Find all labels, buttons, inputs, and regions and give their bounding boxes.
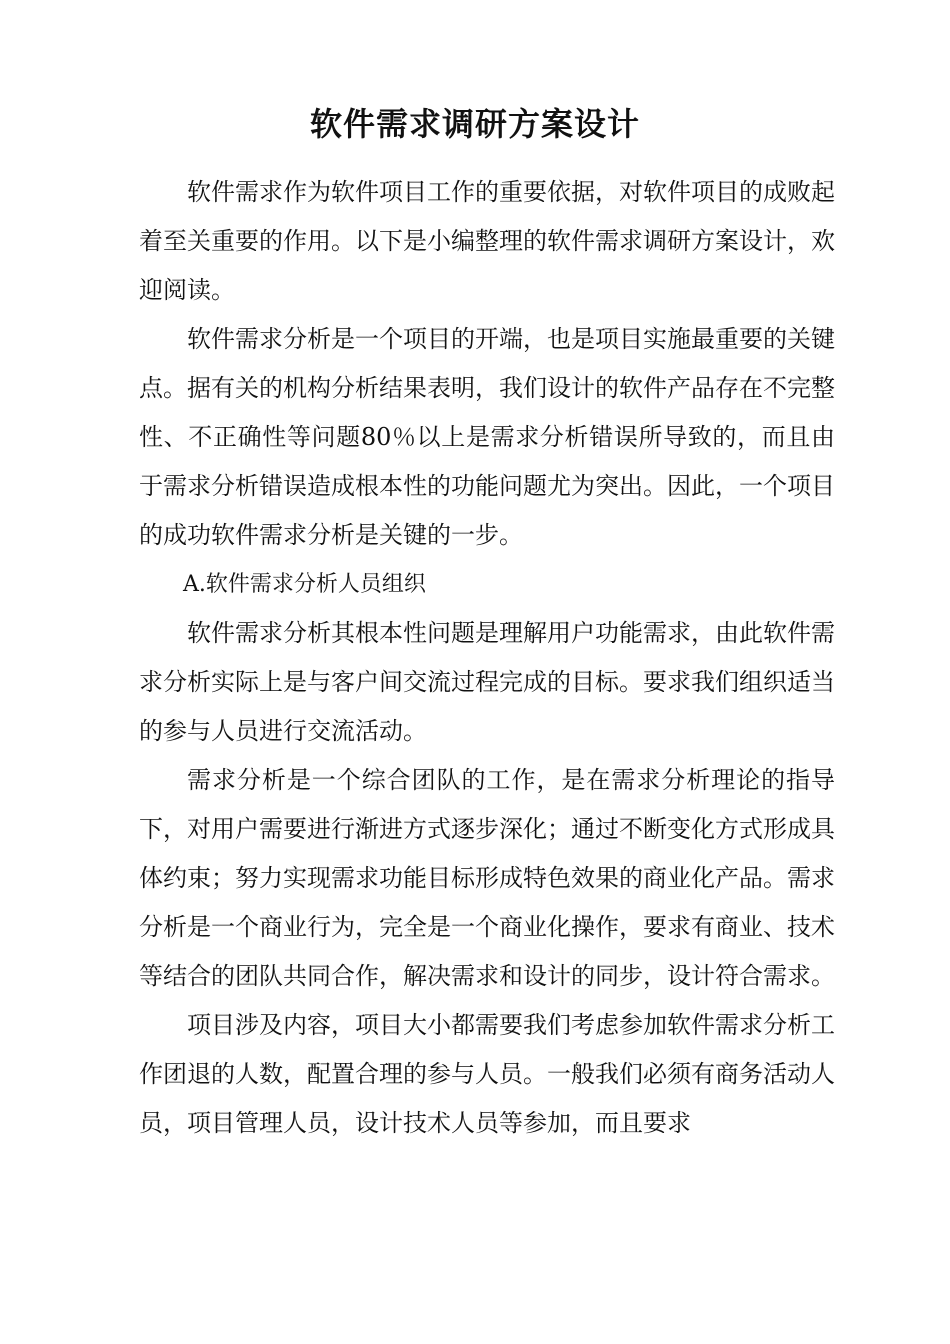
paragraph-teamwork: 需求分析是一个综合团队的工作，是在需求分析理论的指导下，对用户需要进行渐进方式逐步深化；通过不断变化方式形成具体约束；努力实现需求功能目标形成特色效果的商业化产品。需求分析是一个商业行为，完全是一个商业化操作，要求有商业、技术等结合的团队共同合作，解决需求和设计的同步，设计符合需求。 bbox=[139, 766, 835, 990]
document-title: 软件需求调研方案设计 bbox=[309, 105, 640, 143]
document-body bbox=[139, 168, 835, 1148]
paragraph-organization: 软件需求分析其根本性问题是理解用户功能需求，由此软件需求分析实际上是与客户间交流过程完成的目标。要求我们组织适当的参与人员进行交流活动。 bbox=[139, 619, 835, 745]
paragraph-importance: 软件需求分析是一个项目的开端，也是项目实施最重要的关键点。据有关的机构分析结果表明，我们设计的软件产品存在不完整性、不正确性等问题80％以上是需求分析错误所导致的，而且由于需求分析错误造成根本性的功能问题尤为突出。因此，一个项目的成功软件需求分析是关键的一步。 bbox=[139, 325, 835, 549]
paragraph-intro: 软件需求作为软件项目工作的重要依据，对软件项目的成败起着至关重要的作用。以下是小编整理的软件需求调研方案设计，欢迎阅读。 bbox=[139, 178, 835, 304]
section-heading-a: A.软件需求分析人员组织 bbox=[183, 572, 426, 597]
paragraph-staffing: 项目涉及内容，项目大小都需要我们考虑参加软件需求分析工作团退的人数，配置合理的参与人员。一般我们必须有商务活动人员，项目管理人员，设计技术人员等参加，而且要求 bbox=[139, 1011, 835, 1137]
